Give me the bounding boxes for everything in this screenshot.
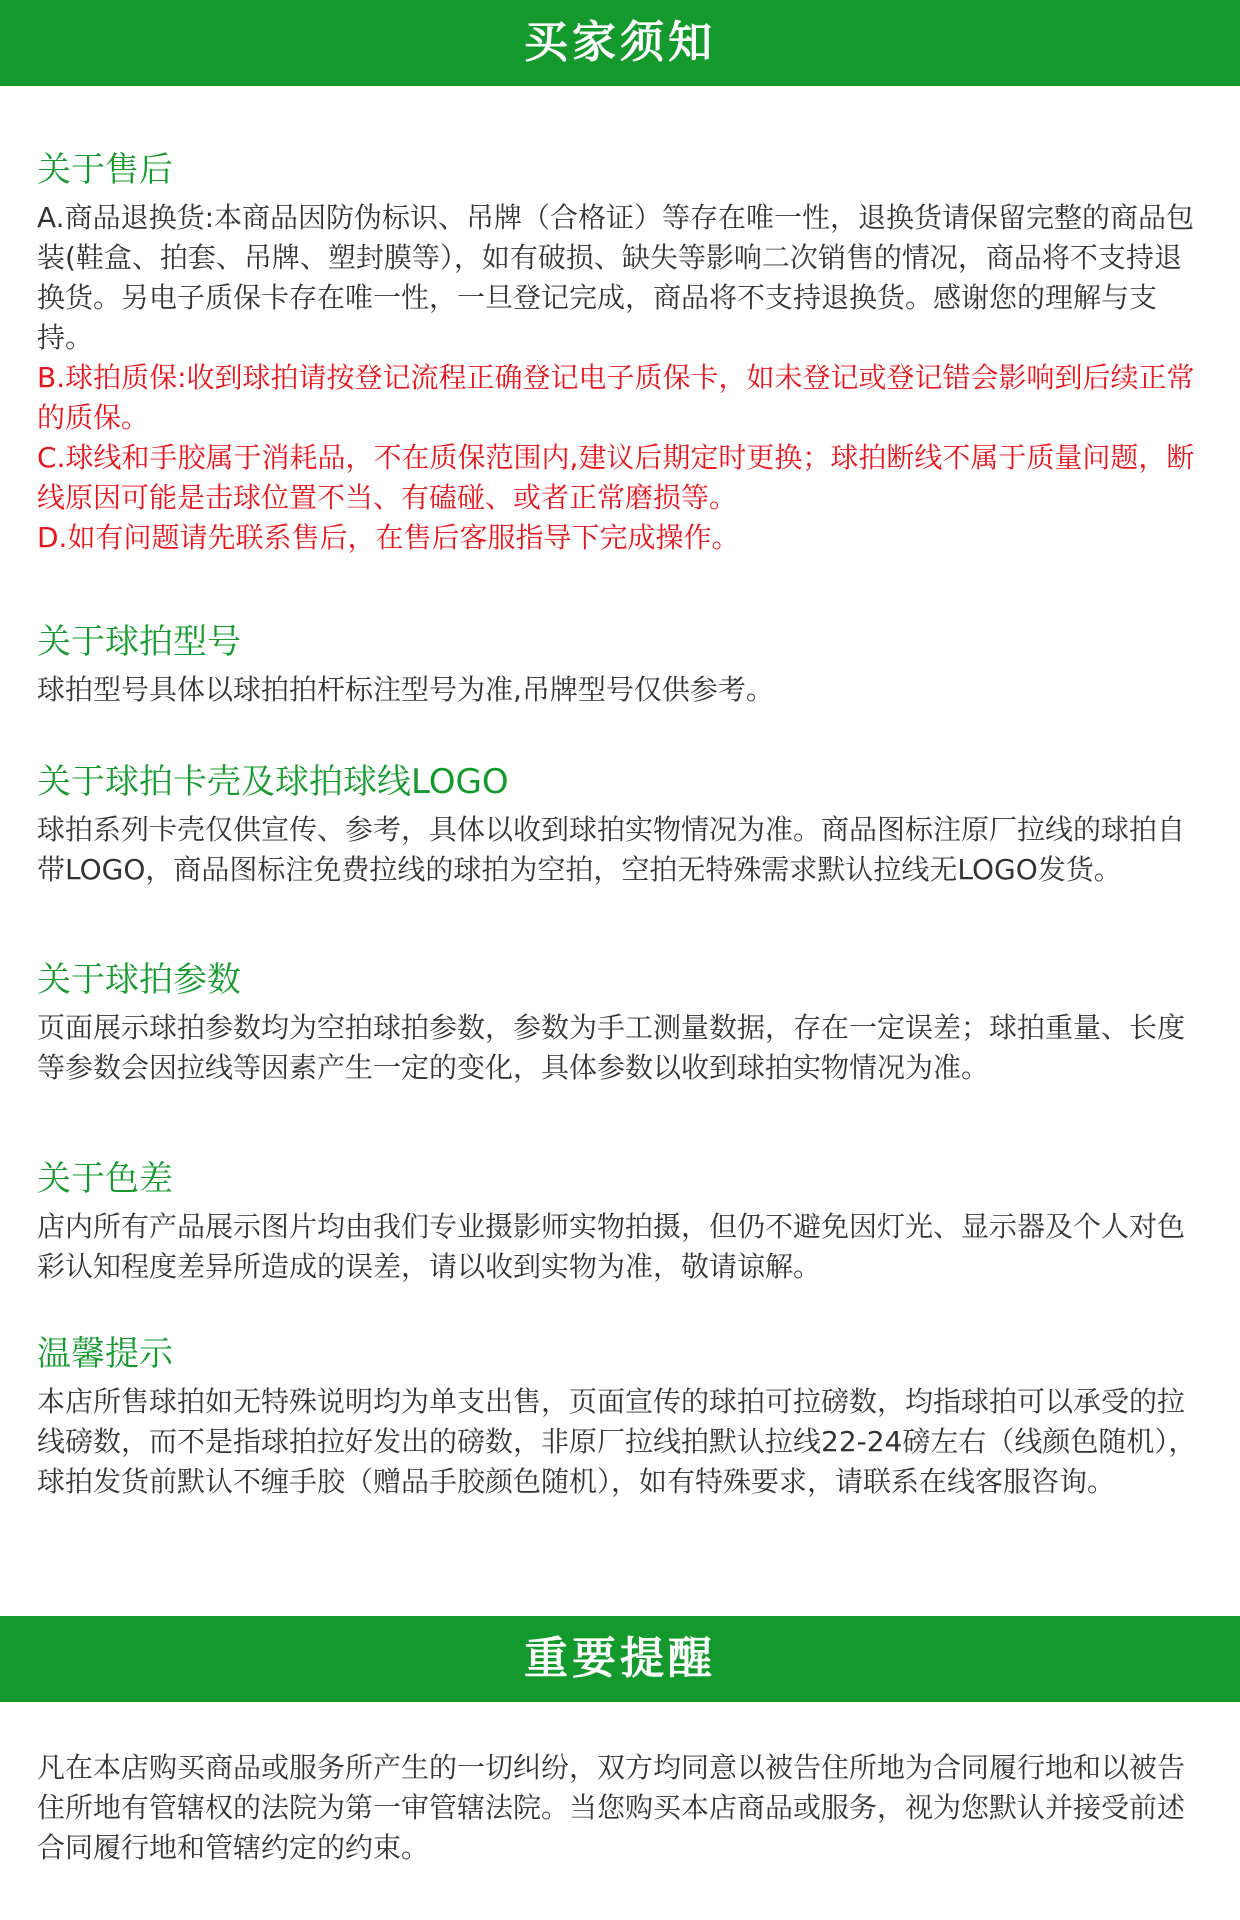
aftersales-title: 关于售后 bbox=[37, 150, 173, 190]
color-difference-section bbox=[37, 1157, 1207, 1287]
aftersales-section bbox=[37, 148, 1207, 558]
buyer-notice-banner: 买家须知 bbox=[0, 0, 1240, 86]
warm-tips-text: 本店所售球拍如无特殊说明均为单支出售，页面宣传的球拍可拉磅数，均指球拍可以承受的拉线磅数，而不是指球拍拉好发出的磅数，非原厂拉线拍默认拉线22-24磅左右（线颜色随机），球拍发货前默认不缠手胶（赠品手胶颜色随机），如有特殊要求，请联系在线客服咨询。 bbox=[37, 1385, 1197, 1498]
jurisdiction-notice-text: 凡在本店购买商品或服务所产生的一切纠纷，双方均同意以被告住所地为合同履行地和以被告住所地有管辖权的法院为第一审管辖法院。当您购买本店商品或服务，视为您默认并接受前述合同履行地和管辖约定的约束。 bbox=[37, 1751, 1186, 1864]
racket-params-text: 页面展示球拍参数均为空拍球拍参数，参数为手工测量数据，存在一定误差；球拍重量、长度等参数会因拉线等因素产生一定的变化，具体参数以收到球拍实物情况为准。 bbox=[37, 1011, 1186, 1084]
racket-logo-title: 关于球拍卡壳及球拍球线LOGO bbox=[37, 762, 509, 802]
color-difference-title: 关于色差 bbox=[37, 1159, 173, 1199]
racket-model-title: 关于球拍型号 bbox=[37, 622, 241, 662]
racket-logo-section bbox=[37, 760, 1207, 890]
racket-model-text: 球拍型号具体以球拍拍杆标注型号为准,吊牌型号仅供参考。 bbox=[37, 673, 774, 706]
racket-model-section bbox=[37, 620, 1207, 710]
aftersales-item-b: B.球拍质保:收到球拍请按登记流程正确登记电子质保卡，如未登记或登记错会影响到后续正常的质保。 bbox=[37, 361, 1195, 434]
color-difference-text: 店内所有产品展示图片均由我们专业摄影师实物拍摄，但仍不避免因灯光、显示器及个人对色彩认知程度差异所造成的误差，请以收到实物为准，敬请谅解。 bbox=[37, 1210, 1186, 1283]
aftersales-item-d: D.如有问题请先联系售后，在售后客服指导下完成操作。 bbox=[37, 521, 740, 554]
aftersales-item-c: C.球线和手胶属于消耗品，不在质保范围内,建议后期定时更换；球拍断线不属于质量问题，断线原因可能是击球位置不当、有磕碰、或者正常磨损等。 bbox=[37, 441, 1195, 514]
jurisdiction-notice-section bbox=[37, 1748, 1207, 1868]
warm-tips-title: 温馨提示 bbox=[37, 1334, 173, 1374]
racket-params-title: 关于球拍参数 bbox=[37, 960, 241, 1000]
aftersales-item-a: A.商品退换货:本商品因防伪标识、吊牌（合格证）等存在唯一性，退换货请保留完整的商品包装(鞋盒、拍套、吊牌、塑封膜等），如有破损、缺失等影响二次销售的情况，商品将不支持退换货。另电子质保卡存在唯一性，一旦登记完成，商品将不支持退换货。感谢您的理解与支持。 bbox=[37, 201, 1195, 354]
warm-tips-section bbox=[37, 1332, 1207, 1502]
important-reminder-banner: 重要提醒 bbox=[0, 1616, 1240, 1702]
racket-params-section bbox=[37, 958, 1207, 1088]
racket-logo-text: 球拍系列卡壳仅供宣传、参考，具体以收到球拍实物情况为准。商品图标注原厂拉线的球拍自带LOGO，商品图标注免费拉线的球拍为空拍，空拍无特殊需求默认拉线无LOGO发货。 bbox=[37, 813, 1186, 886]
